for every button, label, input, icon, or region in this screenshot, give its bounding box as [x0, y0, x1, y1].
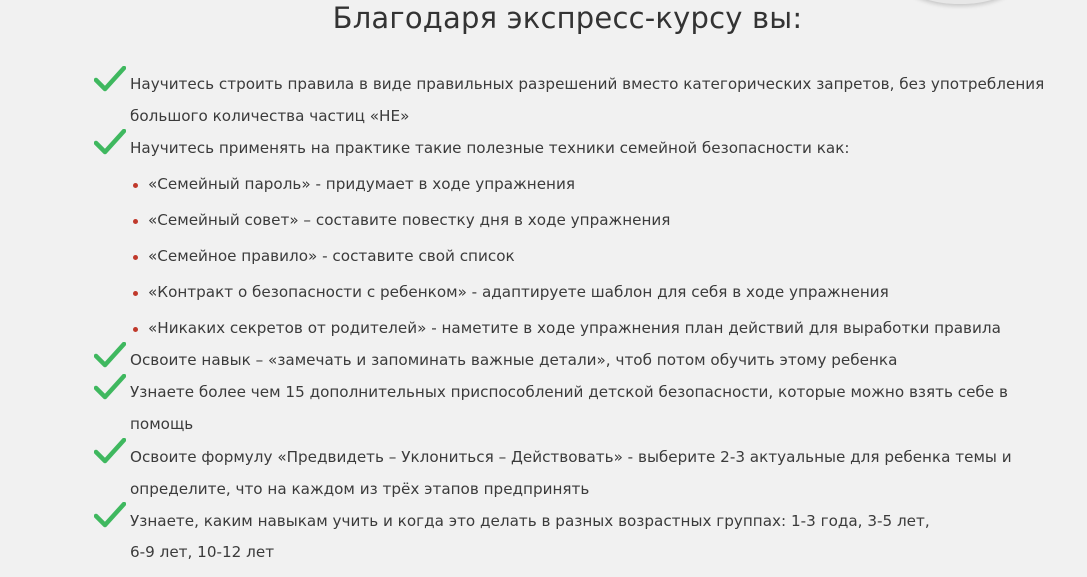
list-item-line: большого количества частиц «НЕ»	[130, 107, 410, 125]
sub-list-item: «Семейный совет» – составите повестку дня в ходе упражнения	[148, 211, 671, 229]
bullet-icon	[133, 327, 138, 332]
list-item-line: 6-9 лет, 10-12 лет	[130, 543, 275, 561]
list-item-line: Узнаете более чем 15 дополнительных приспособлений детской безопасности, которые можно взять себе в	[130, 383, 1008, 401]
bullet-icon	[133, 255, 138, 260]
list-item-line: Узнаете, каким навыкам учить и когда это делать в разных возрастных группах: 1-3 года, 3-5 лет,	[130, 512, 930, 530]
bullet-icon	[133, 291, 138, 296]
list-item-line: помощь	[130, 415, 194, 433]
sub-list-item: «Контракт о безопасности с ребенком» - адаптируете шаблон для себя в ходе упражнения	[148, 283, 889, 301]
bullet-icon	[133, 183, 138, 188]
sub-list-item: «Никаких секретов от родителей» - наметите в ходе упражнения план действий для выработки правила	[148, 319, 1001, 337]
checkmark-icon	[94, 502, 126, 528]
checkmark-icon	[94, 66, 126, 92]
section-title: Благодаря экспресс-курсу вы:	[332, 1, 803, 35]
bullet-icon	[133, 219, 138, 224]
checkmark-icon	[94, 438, 126, 464]
list-item-line: Освоите формулу «Предвидеть – Уклониться – Действовать» - выберите 2-3 актуальные для ребенка темы и	[130, 448, 1012, 466]
checkmark-icon	[94, 129, 126, 155]
sub-list-item: «Семейное правило» - составите свой список	[148, 247, 515, 265]
list-item-line: Научитесь строить правила в виде правильных разрешений вместо категорических запретов, без употребления	[130, 75, 1045, 93]
list-item-line: Освоите навык – «замечать и запоминать важные детали», чтоб потом обучить этому ребенка	[130, 351, 898, 369]
checkmark-icon	[94, 342, 126, 368]
checkmark-icon	[94, 374, 126, 400]
sub-list-item: «Семейный пароль» - придумает в ходе упражнения	[148, 175, 575, 193]
list-item-line: Научитесь применять на практике такие полезные техники семейной безопасности как:	[130, 139, 850, 157]
list-item-line: определите, что на каждом из трёх этапов предпринять	[130, 480, 590, 498]
